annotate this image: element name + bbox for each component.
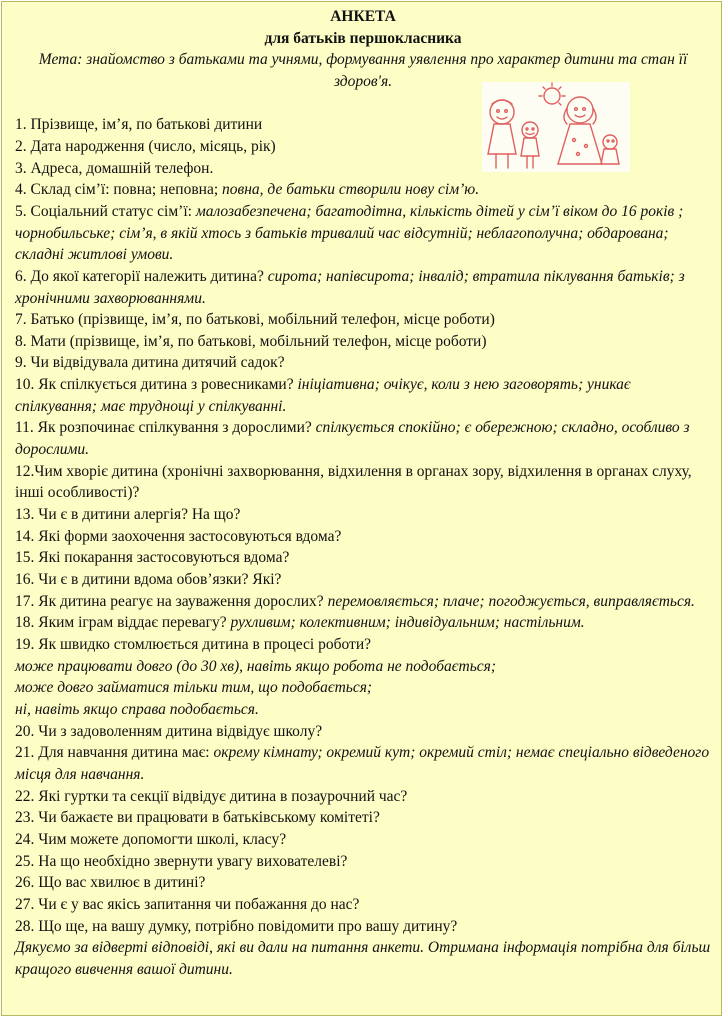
question-text: 18. Яким іграм віддає перевагу?	[15, 614, 231, 632]
question-text: 3. Адреса, домашній телефон.	[15, 159, 214, 177]
question-text: 27. Чи є у вас якісь запитання чи побажання до нас?	[15, 895, 360, 913]
question-item	[15, 894, 711, 916]
question-text: 6. До якої категорії належить дитина?	[15, 267, 268, 285]
question-item	[15, 569, 711, 591]
answer-options: повна, де батьки створили нову сім’ю.	[222, 181, 480, 199]
question-item	[15, 612, 711, 634]
item-19-answers	[15, 656, 711, 721]
goal-text: Мета: знайомство з батьками та учнями, формування уявлення про характер дитини та стан її здоров'я.	[38, 51, 688, 90]
question-text: 26. Що вас хвилює в дитині?	[15, 874, 206, 892]
question-item	[15, 417, 711, 460]
question-text: 4. Склад сім’ї: повна; неповна;	[15, 181, 223, 199]
question-text: 20. Чи з задоволенням дитина відвідує школу?	[15, 722, 323, 740]
question-text: 10. Як спілкується дитина з ровесниками?	[15, 376, 298, 394]
question-text: 9. Чи відвідувала дитина дитячий садок?	[15, 354, 285, 372]
question-text: 7. Батько (прізвище, ім’я, по батькові, мобільний телефон, місце роботи)	[15, 311, 495, 329]
question-text: 5. Соціальний статус сім’ї:	[15, 202, 196, 220]
question-text: 11. Як розпочинає спілкування з дорослими?	[15, 419, 316, 437]
question-item	[15, 352, 711, 374]
answer-options: малозабезпечена; багатодітна, кількість дітей у сім’ї віком до 16 років ; чорнобильське; сім’я, в якій хтось з батьків тривалий час відсутній; неблагополучна; обдарована; складні житлові умови.	[15, 202, 684, 264]
question-text: 16. Чи є в дитини вдома обов’язки? Які?	[15, 571, 282, 589]
answer-option-line: ні, навіть якщо справа подобається.	[15, 700, 259, 718]
question-item	[15, 807, 711, 829]
family-drawing-icon	[482, 82, 630, 172]
question-text: 23. Чи бажаєте ви працювати в батьківському комітеті?	[15, 809, 380, 827]
question-text: 14. Які форми заохочення застосовуються вдома?	[15, 527, 342, 545]
question-text: 17. Як дитина реагує на зауваження дорослих?	[15, 592, 328, 610]
question-item	[15, 916, 711, 938]
question-text: 2. Дата народження (число, місяць, рік)	[15, 137, 276, 155]
question-item	[15, 851, 711, 873]
question-list-tail	[15, 721, 711, 938]
question-text: 19. Як швидко стомлюється дитина в процесі роботи?	[15, 636, 371, 654]
answer-options: сирота; напівсирота; інвалід; втратила піклування батьків; з хронічними захворюваннями.	[15, 267, 685, 307]
question-text: 8. Мати (прізвище, ім’я, по батькові, мобільний телефон, місце роботи)	[15, 332, 487, 350]
question-text: 1. Прізвище, ім’я, по батькові дитини	[15, 116, 263, 134]
question-text: 13. Чи є в дитини алергія? На що?	[15, 506, 241, 524]
question-text: 28. Що ще, на вашу думку, потрібно повідомити про вашу дитину?	[15, 917, 458, 935]
question-text: 12.Чим хворіє дитина (хронічні захворювання, відхилення в органах зору, відхилення в органах слуху, інші особливості)?	[15, 462, 692, 502]
question-item	[15, 786, 711, 808]
answer-options: перемовляється; плаче; погоджується, виправляється.	[327, 592, 695, 610]
question-item	[15, 547, 711, 569]
question-item	[15, 591, 711, 613]
answer-option-line: може працювати довго (до 30 хв), навіть якщо робота не подобається;	[15, 657, 496, 675]
question-item	[15, 461, 711, 504]
question-list	[15, 114, 711, 655]
question-item	[15, 872, 711, 894]
question-item	[15, 374, 711, 417]
question-item	[15, 201, 711, 266]
question-text: 15. Які покарання застосовуються вдома?	[15, 549, 290, 567]
question-item	[15, 742, 711, 785]
question-item	[15, 331, 711, 353]
answer-options: окрему кімнату; окремий кут; окремий стіл; немає спеціально відведеного місця для навчання.	[15, 744, 710, 783]
answer-option-line: може довго займатися тільки тим, що подобається;	[15, 679, 373, 697]
question-text: 24. Чим можете допомогти школі, класу?	[15, 830, 287, 848]
answer-options: спілкується спокійно; є обережною; складно, особливо з дорослими.	[15, 419, 690, 459]
question-item	[15, 179, 711, 201]
page-subtitle: для батьків першокласника	[264, 29, 462, 47]
question-item	[15, 504, 711, 526]
question-item	[15, 266, 711, 309]
answer-options: рухливим; колективним; індивідуальним; настільним.	[230, 614, 585, 632]
question-text: 22. Які гуртки та секції відвідує дитина в позаурочний час?	[15, 787, 408, 805]
answer-options: ініціативна; очікує, коли з нею заговорять; уникає спілкування; має труднощі у спілкуванні.	[15, 376, 631, 415]
questionnaire-sheet	[1, 1, 722, 1016]
question-item	[15, 634, 711, 656]
question-item	[15, 829, 711, 851]
question-text: 21. Для навчання дитина має:	[15, 744, 214, 762]
page-title: АНКЕТА	[330, 8, 396, 25]
question-item	[15, 721, 711, 743]
question-text: 25. На що необхідно звернути увагу вихователеві?	[15, 852, 348, 870]
question-item	[15, 526, 711, 548]
question-item	[15, 309, 711, 331]
closing-text: Дякуємо за відверті відповіді, які ви дали на питання анкети. Отримана інформація потрібна для більш кращого вивчення вашої дитини.	[15, 939, 711, 978]
